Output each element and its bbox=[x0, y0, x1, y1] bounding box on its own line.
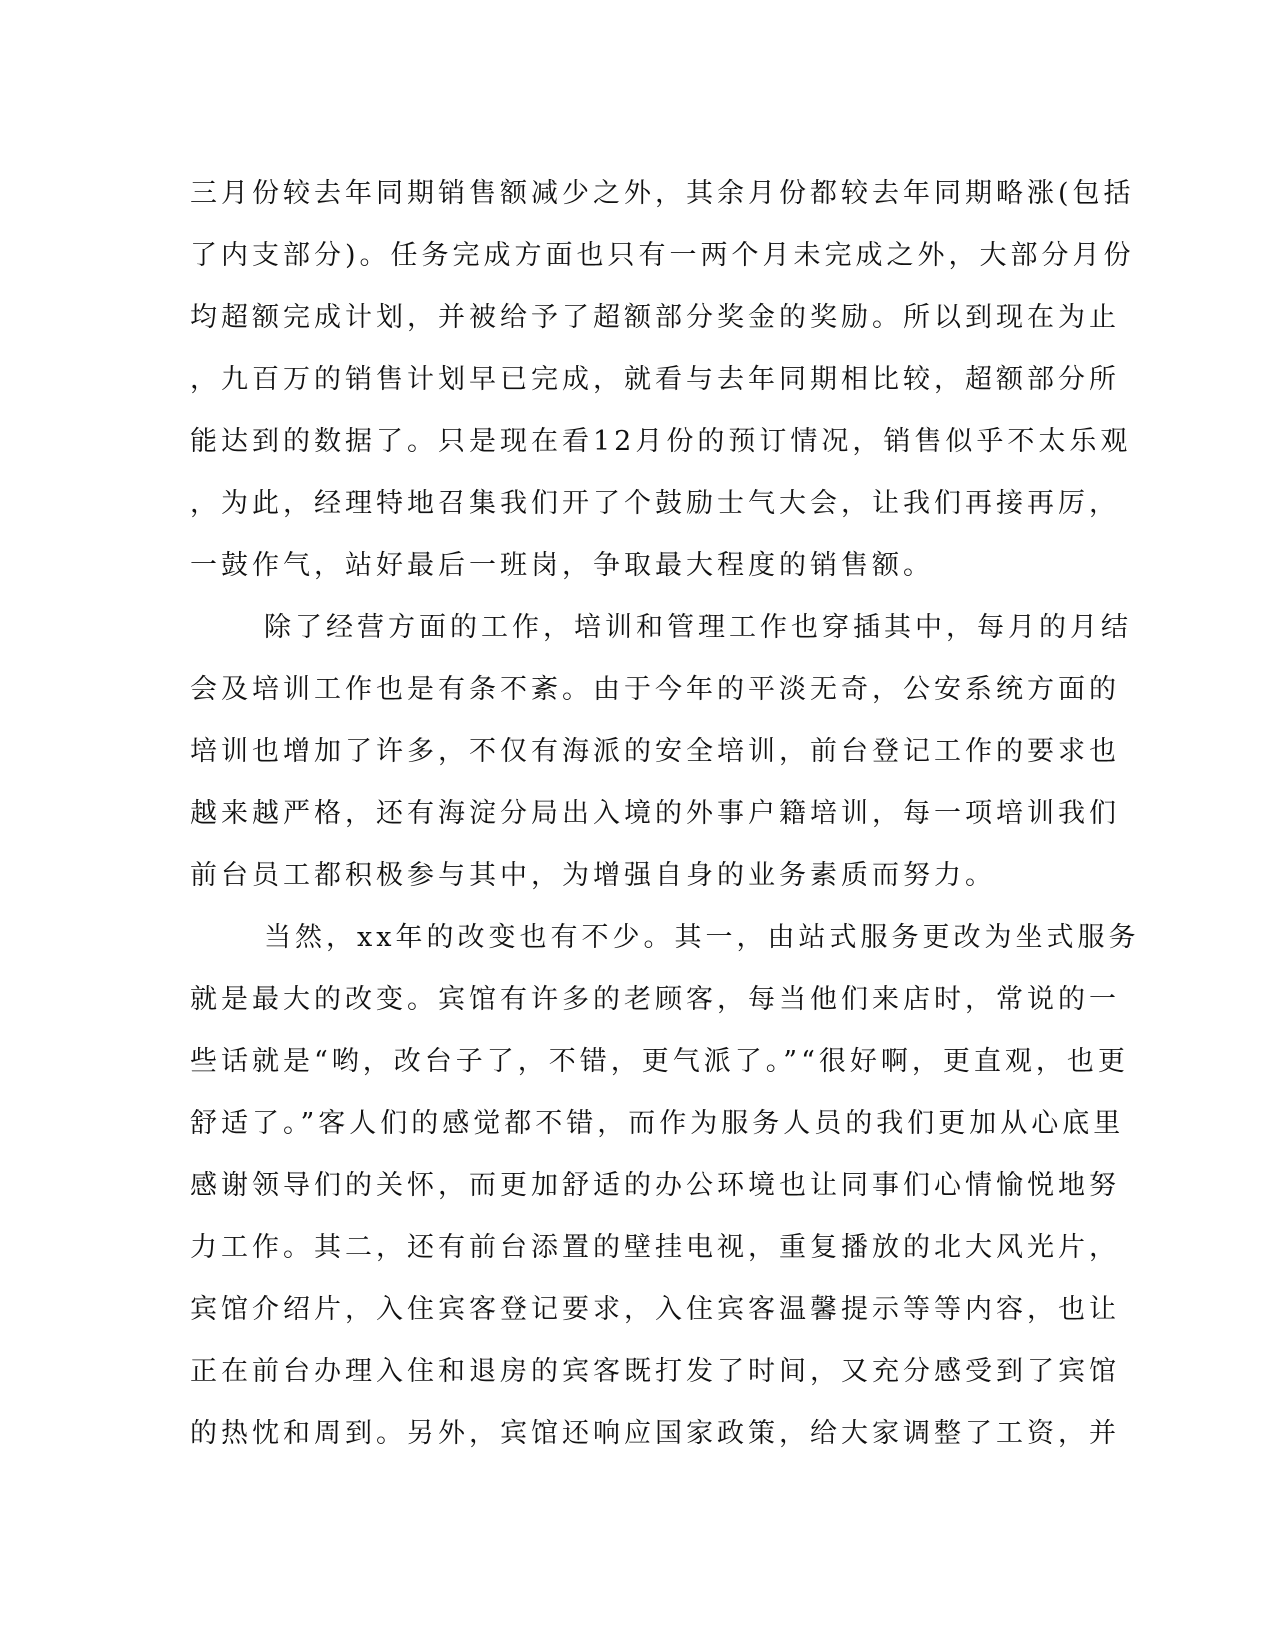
paragraph bbox=[190, 597, 1132, 907]
text-line: 正在前台办理入住和退房的宾客既打发了时间，又充分感受到了宾馆 bbox=[190, 1356, 1120, 1387]
text-line: 培训也增加了许多，不仅有海派的安全培训，前台登记工作的要求也 bbox=[190, 736, 1120, 767]
text-line: 的热忱和周到。另外，宾馆还响应国家政策，给大家调整了工资，并 bbox=[190, 1418, 1120, 1449]
text-line: ，为此，经理特地召集我们开了个鼓励士气大会，让我们再接再厉， bbox=[190, 488, 1120, 519]
text-line: 就是最大的改变。宾馆有许多的老顾客，每当他们来店时，常说的一 bbox=[190, 984, 1120, 1015]
text-line: 了内支部分)。任务完成方面也只有一两个月未完成之外，大部分月份 bbox=[190, 240, 1135, 271]
text-line: 三月份较去年同期销售额减少之外，其余月份都较去年同期略涨(包括 bbox=[190, 178, 1135, 209]
text-line: 均超额完成计划，并被给予了超额部分奖金的奖励。所以到现在为止 bbox=[190, 302, 1120, 333]
text-line: 当然，xx年的改变也有不少。其一，由站式服务更改为坐式服务 bbox=[264, 922, 1140, 953]
text-line: 能达到的数据了。只是现在看12月份的预订情况，销售似乎不太乐观 bbox=[190, 426, 1132, 457]
text-line: ，九百万的销售计划早已完成，就看与去年同期相比较，超额部分所 bbox=[190, 364, 1120, 395]
text-line: 力工作。其二，还有前台添置的壁挂电视，重复播放的北大风光片， bbox=[190, 1232, 1120, 1263]
text-line: 除了经营方面的工作，培训和管理工作也穿插其中，每月的月结 bbox=[264, 612, 1132, 643]
text-line: 感谢领导们的关怀，而更加舒适的办公环境也让同事们心情愉悦地努 bbox=[190, 1170, 1120, 1201]
text-line: 一鼓作气，站好最后一班岗，争取最大程度的销售额。 bbox=[190, 550, 934, 581]
text-line: 会及培训工作也是有条不紊。由于今年的平淡无奇，公安系统方面的 bbox=[190, 674, 1120, 705]
text-line: 些话就是“哟，改台子了，不错，更气派了。”“很好啊，更直观，也更 bbox=[190, 1046, 1129, 1077]
text-line: 前台员工都积极参与其中，为增强自身的业务素质而努力。 bbox=[190, 860, 996, 891]
text-line: 舒适了。”客人们的感觉都不错，而作为服务人员的我们更加从心底里 bbox=[190, 1108, 1125, 1139]
document-body bbox=[190, 163, 1140, 1465]
text-line: 越来越严格，还有海淀分局出入境的外事户籍培训，每一项培训我们 bbox=[190, 798, 1120, 829]
paragraph bbox=[190, 907, 1140, 1465]
paragraph bbox=[190, 163, 1135, 597]
text-line: 宾馆介绍片，入住宾客登记要求，入住宾客温馨提示等等内容，也让 bbox=[190, 1294, 1120, 1325]
